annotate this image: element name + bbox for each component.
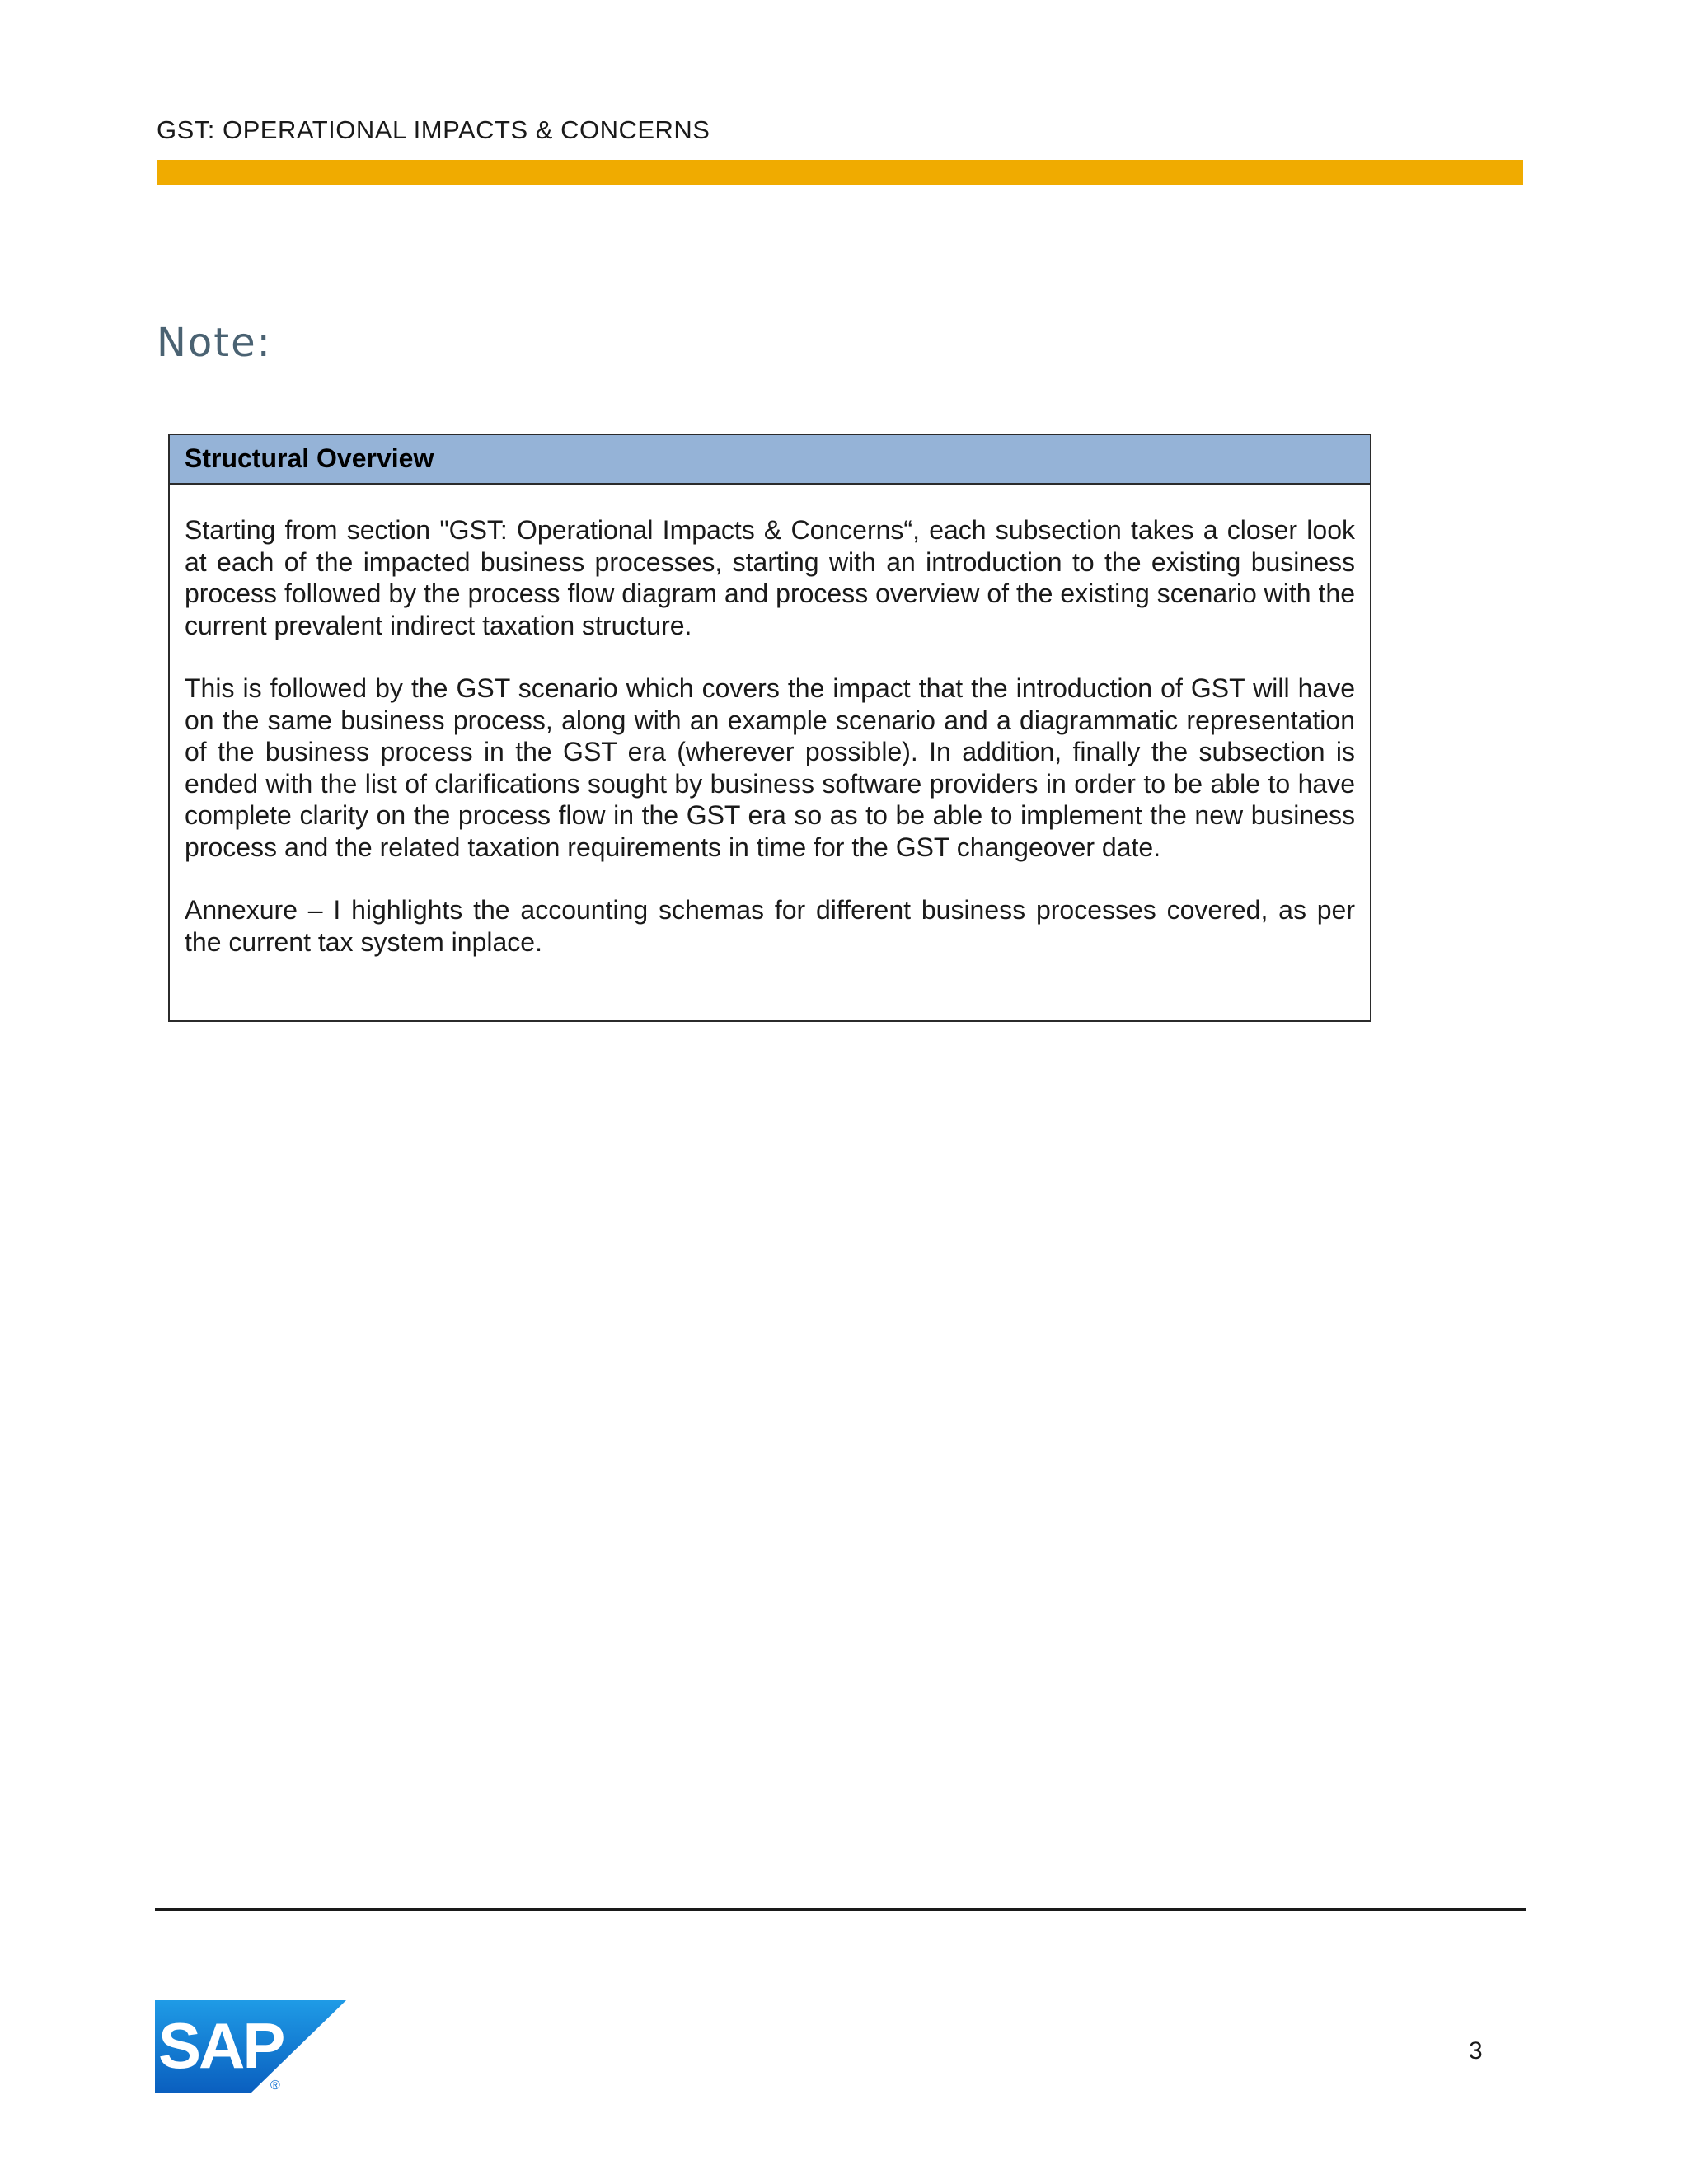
structural-overview-box: [168, 434, 1372, 1022]
structural-overview-body: [170, 485, 1370, 958]
footer-divider: [155, 1908, 1526, 1911]
page-header-title: GST: OPERATIONAL IMPACTS & CONCERNS: [157, 115, 710, 144]
overview-paragraph: Starting from section "GST: Operational Impacts & Concerns“, each subsection takes a closer look at each of the impacted business processes, starting with an introduction to the existing business process followed by the process flow diagram and process overview of the existing scenario with the current prevalent indirect taxation structure.: [185, 515, 1355, 640]
sap-logo-text: SAP: [158, 2009, 284, 2082]
header-accent-bar: [157, 160, 1523, 185]
overview-paragraph: Annexure – I highlights the accounting schemas for different business processes covered, as per the current tax system inplace.: [185, 895, 1355, 957]
structural-overview-title: Structural Overview: [170, 435, 1370, 485]
note-heading: Note:: [157, 320, 272, 366]
page-number: 3: [1469, 2037, 1483, 2064]
sap-logo: [155, 2000, 346, 2093]
sap-registered-mark: ®: [270, 2079, 280, 2093]
overview-paragraph: This is followed by the GST scenario which covers the impact that the introduction of GST will have on the same business process, along with an example scenario and a diagrammatic representation of the business process in the GST era (wherever possible). In addition, finally the subsection is ended with the list of clarifications sought by business software providers in order to be able to have complete clarity on the process flow in the GST era so as to be able to implement the new business process and the related taxation requirements in time for the GST changeover date.: [185, 673, 1355, 862]
